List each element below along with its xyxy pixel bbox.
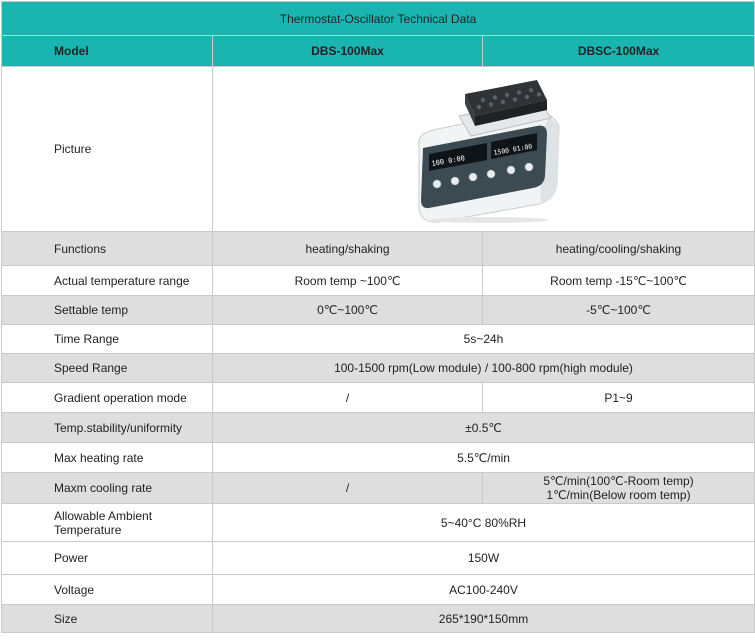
title-row xyxy=(2,2,755,36)
gradient-a: / xyxy=(213,383,483,413)
device-button-5 xyxy=(507,166,515,174)
actual-temp-b: Room temp -15℃~100℃ xyxy=(483,266,755,296)
row-label-heating-rate: Max heating rate xyxy=(2,443,213,473)
row-label-power: Power xyxy=(2,542,213,575)
row-label-voltage: Voltage xyxy=(2,575,213,605)
row-label-cooling-rate: Maxm cooling rate xyxy=(2,473,213,504)
size-value: 265*190*150mm xyxy=(213,605,755,633)
row-label-stability: Temp.stability/uniformity xyxy=(2,413,213,443)
table-row xyxy=(2,504,755,542)
time-range-value: 5s~24h xyxy=(213,325,755,354)
table-row xyxy=(2,413,755,443)
device-button-6 xyxy=(525,163,533,171)
device-display-left: 100 0:00 xyxy=(430,154,466,168)
table-row xyxy=(2,266,755,296)
functions-b: heating/cooling/shaking xyxy=(483,232,755,266)
picture-row xyxy=(2,67,755,232)
header-model-label: Model xyxy=(2,36,213,67)
heating-rate-value: 5.5℃/min xyxy=(213,443,755,473)
ambient-label-line1: Allowable Ambient xyxy=(54,508,153,523)
gradient-b: P1~9 xyxy=(483,383,755,413)
device-button-3 xyxy=(469,173,477,181)
power-value: 150W xyxy=(213,542,755,575)
stability-value: ±0.5℃ xyxy=(213,413,755,443)
table-row xyxy=(2,296,755,325)
table-row xyxy=(2,383,755,413)
cooling-rate-b xyxy=(483,473,755,504)
row-label-speed-range: Speed Range xyxy=(2,354,213,383)
cooling-rate-b-line2: 1℃/min(Below room temp) xyxy=(546,488,691,502)
table-title: Thermostat-Oscillator Technical Data xyxy=(2,2,755,36)
actual-temp-a: Room temp ~100℃ xyxy=(213,266,483,296)
picture-label: Picture xyxy=(2,67,213,232)
ambient-label-line2: Temperature xyxy=(54,522,122,537)
device-picture-cell xyxy=(213,67,755,232)
row-label-settable-temp: Settable temp xyxy=(2,296,213,325)
header-row xyxy=(2,36,755,67)
row-label-ambient xyxy=(2,504,213,542)
row-label-gradient: Gradient operation mode xyxy=(2,383,213,413)
table-row xyxy=(2,542,755,575)
device-image xyxy=(399,74,569,224)
settable-temp-a: 0℃~100℃ xyxy=(213,296,483,325)
row-label-size: Size xyxy=(2,605,213,633)
device-button-4 xyxy=(487,170,495,178)
table-row xyxy=(2,605,755,633)
cooling-rate-a: / xyxy=(213,473,483,504)
table-row xyxy=(2,575,755,605)
speed-range-value: 100-1500 rpm(Low module) / 100-800 rpm(high module) xyxy=(213,354,755,383)
spec-table xyxy=(1,1,755,633)
ambient-value: 5~40°C 80%RH xyxy=(213,504,755,542)
row-label-functions: Functions xyxy=(2,232,213,266)
row-label-actual-temp: Actual temperature range xyxy=(2,266,213,296)
functions-a: heating/shaking xyxy=(213,232,483,266)
table-row xyxy=(2,354,755,383)
table-row xyxy=(2,232,755,266)
device-button-2 xyxy=(451,177,459,185)
voltage-value: AC100-240V xyxy=(213,575,755,605)
header-model-a: DBS-100Max xyxy=(213,36,483,67)
table-row xyxy=(2,325,755,354)
settable-temp-b: -5℃~100℃ xyxy=(483,296,755,325)
device-button-1 xyxy=(433,180,441,188)
table-row xyxy=(2,473,755,504)
header-model-b: DBSC-100Max xyxy=(483,36,755,67)
row-label-time-range: Time Range xyxy=(2,325,213,354)
cooling-rate-b-line1: 5℃/min(100℃-Room temp) xyxy=(543,474,694,488)
table-row xyxy=(2,443,755,473)
device-display-right: 1500 01:00 xyxy=(492,142,533,157)
